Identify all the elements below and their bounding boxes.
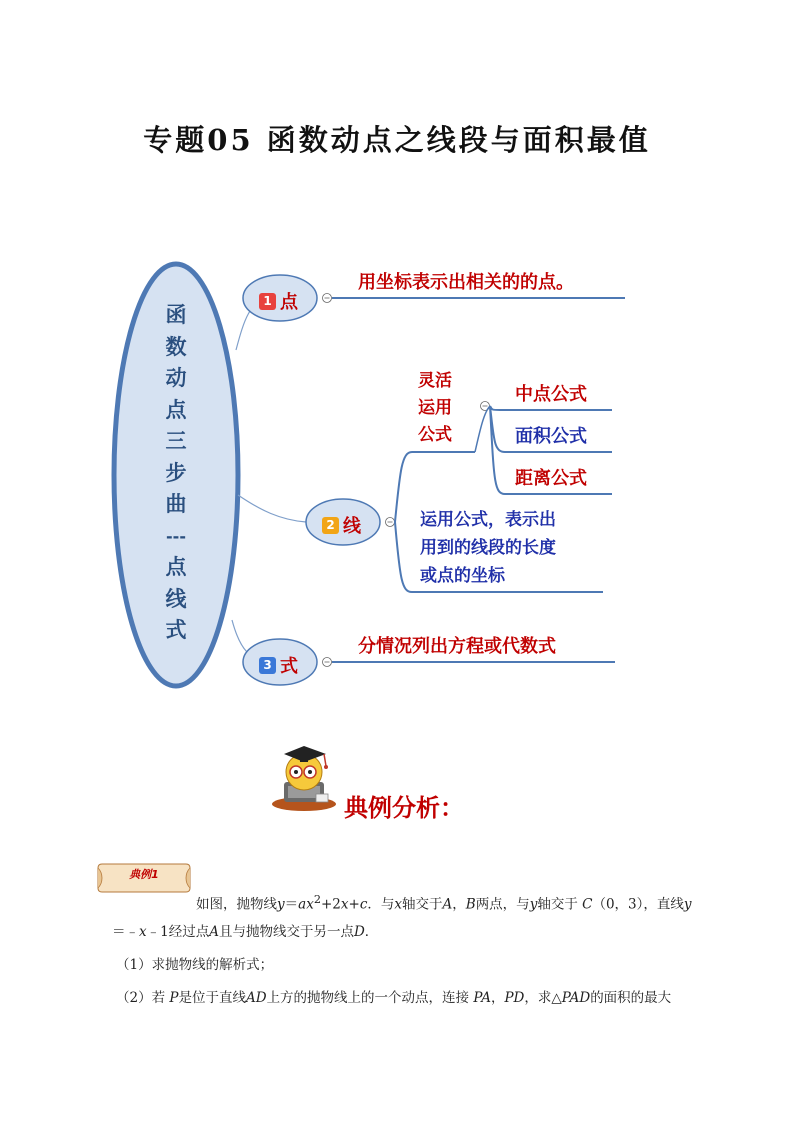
root-char: 式 <box>165 618 187 642</box>
section-heading: 典例分析： <box>344 794 464 822</box>
text: ﹣1经过点 <box>146 924 210 940</box>
node-2-number: 2 <box>322 517 339 534</box>
text: 轴交于 <box>402 896 443 913</box>
var: AD <box>245 990 267 1006</box>
node-1-number: 1 <box>259 293 276 310</box>
text: 上方的抛物线上的一个动点，连接 <box>266 990 474 1006</box>
root-char: --- <box>166 526 186 546</box>
var: y <box>529 896 538 913</box>
text: （0，3），直线 <box>592 896 684 913</box>
text: 的面积的最大 <box>590 990 672 1006</box>
var: B <box>465 896 476 913</box>
node-3-number: 3 <box>259 657 276 674</box>
node-1-label: 点 <box>280 292 298 313</box>
var: c <box>359 896 368 913</box>
root-char: 点 <box>165 555 187 579</box>
root-char: 点 <box>165 397 187 422</box>
text: ， <box>490 990 505 1006</box>
example-line-1 <box>196 890 716 915</box>
root-char: 数 <box>165 334 187 359</box>
text: ，求△ <box>524 990 562 1006</box>
node-3[interactable] <box>259 652 298 678</box>
var: C <box>582 896 593 913</box>
var: A <box>209 924 219 940</box>
var: PD <box>504 990 525 1006</box>
var: D <box>353 924 365 940</box>
node-3-label: 式 <box>280 656 298 677</box>
line-description <box>420 506 556 590</box>
branch-2 <box>238 495 306 522</box>
exponent: 2 <box>313 893 321 906</box>
text: ＝﹣ <box>112 924 139 940</box>
text: （2）若 <box>116 990 170 1006</box>
formula-area: 面积公式 <box>515 426 587 447</box>
root-text <box>158 300 194 647</box>
root-char: 函 <box>165 303 187 327</box>
formula-description: 分情况列出方程或代数式 <box>358 636 556 657</box>
var: A <box>442 896 453 913</box>
var: y <box>277 896 285 913</box>
var: x <box>394 896 403 913</box>
node-1[interactable] <box>259 288 298 314</box>
text: ． <box>364 924 379 940</box>
group-label-line: 运用 <box>418 398 452 418</box>
scholar-owl-icon <box>270 742 338 812</box>
var: P <box>169 990 179 1006</box>
example-badge: 典例1 <box>129 868 159 881</box>
node-2-label: 线 <box>343 516 361 537</box>
line-desc-line: 运用公式，表示出 <box>420 510 556 530</box>
formula-group-label <box>418 368 452 449</box>
group-label-line: 灵活 <box>418 371 452 391</box>
text: ＝ <box>284 896 299 913</box>
text: 如图，抛物线 <box>196 896 277 913</box>
root-char: 曲 <box>165 492 187 516</box>
formula-distance: 距离公式 <box>515 468 587 489</box>
example-line-2 <box>112 922 712 942</box>
node-2[interactable] <box>322 512 361 538</box>
text: 轴交于 <box>537 896 583 913</box>
text: 两点，与 <box>475 896 530 913</box>
text: ， <box>452 896 466 913</box>
text: +2 <box>320 896 341 913</box>
var: x <box>139 924 147 940</box>
var: x <box>340 896 349 913</box>
var: ax <box>298 896 314 913</box>
root-char: 三 <box>165 429 187 453</box>
root-char: 动 <box>165 366 187 390</box>
page-title: 专题05 函数动点之线段与面积最值 <box>143 123 651 157</box>
text: ．与 <box>367 896 395 913</box>
root-char: 线 <box>165 586 187 611</box>
point-description: 用坐标表示出相关的的点。 <box>358 272 574 293</box>
line-desc-line: 或点的坐标 <box>420 566 505 586</box>
text: 且与抛物线交于另一点 <box>218 924 354 940</box>
var: PAD <box>561 990 591 1006</box>
line-desc-line: 用到的线段的长度 <box>420 538 556 558</box>
group-label-line: 公式 <box>418 425 452 445</box>
var: y <box>683 896 692 913</box>
text: 是位于直线 <box>178 990 246 1006</box>
question-2 <box>116 988 716 1008</box>
text: + <box>348 896 360 913</box>
formula-midpoint: 中点公式 <box>515 384 587 405</box>
root-char: 步 <box>165 460 187 485</box>
var: PA <box>473 990 491 1006</box>
question-1: （1）求抛物线的解析式； <box>116 957 274 973</box>
